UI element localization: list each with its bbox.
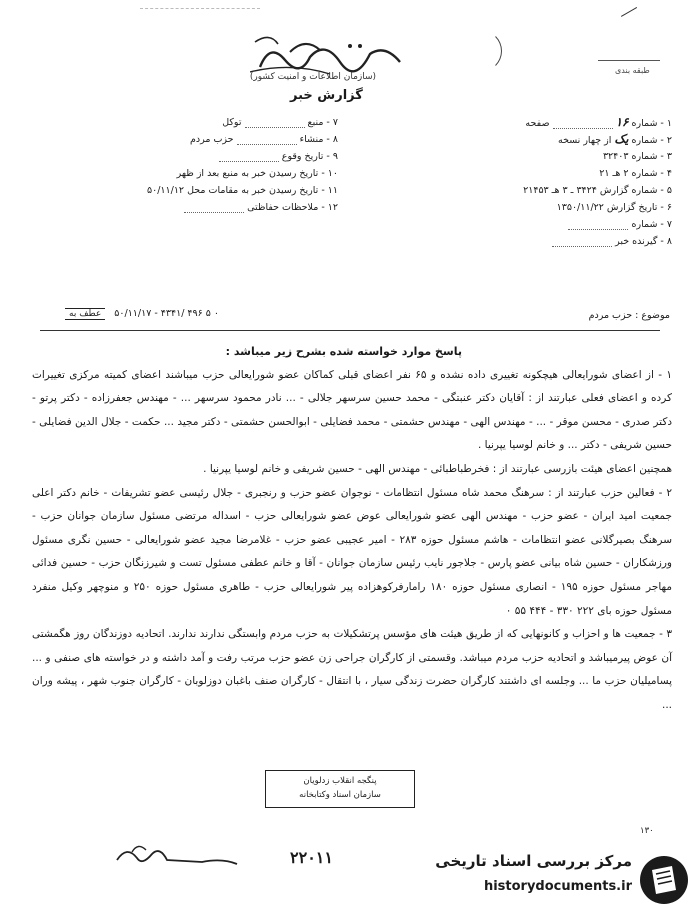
dotted-line	[245, 118, 305, 128]
field-label: ۳ - شماره	[631, 151, 672, 162]
signature-image	[112, 840, 242, 870]
field-value: حزب مردم	[190, 134, 234, 145]
field-label: ۱۰ - تاریخ رسیدن خبر به منبع	[222, 168, 338, 179]
field-label: ۸ - منشاء	[299, 134, 338, 145]
field-label: ۱۱ - تاریخ رسیدن خبر به مقامات محل	[187, 185, 338, 196]
field-row	[58, 199, 338, 216]
field-row	[422, 233, 672, 250]
fields-left	[58, 114, 338, 216]
field-label: ۲ - شماره	[631, 135, 672, 146]
bottom-number: ۲۲۰۱۱	[290, 848, 333, 867]
field-label: ۴ - شماره	[631, 168, 672, 179]
field-value: بعد از ظهر	[176, 168, 220, 179]
field-value: ۱۳۵۰/۱۱/۲۲	[556, 202, 604, 213]
page-ref: ۱۳۰	[640, 826, 654, 836]
field-suffix: از چهار نسخه	[557, 135, 612, 146]
field-label: ۷ - منبع	[307, 117, 338, 128]
scan-artifact-line	[140, 8, 260, 9]
field-row	[422, 148, 672, 165]
dotted-line	[568, 220, 628, 230]
stamp-line: سازمان اسناد وکتابخانه	[299, 790, 381, 800]
reference-left	[65, 308, 219, 320]
archive-stamp	[265, 770, 415, 808]
dotted-line	[237, 135, 297, 145]
field-row	[422, 216, 672, 233]
stamp-line: پنگجه انقلاب زدلویان	[303, 776, 377, 786]
field-row	[422, 114, 672, 131]
field-label: ۹ - تاریخ وقوع	[281, 151, 338, 162]
field-row	[422, 131, 672, 148]
field-row	[422, 182, 672, 199]
body-paragraph: ۲ - فعالین حزب عبارتند از : سرهنگ محمد شاه مسئول انتظامات - نوجوان عضو حزب و رنجبری - جلال رئیسی عضو تشریفات - خانم دکتر اعلی جمعیت امید ایران - عضو حزب - مهندس الهی عضو شورایعالی عوض عضو شورایعالی حزب - اسداله مرتضی مسئول سازمان جوانان حزب - سرهنگ بصیرگلانی عضو انتظامات - هاشم مسئول حوزه ۲۸۳ - امیر عجیبی عضو حزب - غلامرضا مجید عضو شورایعالی - حسین نگری مسئول ورزشکاران - حسین شاه بیانی عضو پارس - جلاجور نایب رئیس سازمان جوانان - آقا و خانم عطفی مسئول تست و شیرزنگان حزب - حسین فدائی مهاجر مسئول حوزه ۱۹۵ - انصاری مسئول حوزه ۱۸۰ رامارفرکوهزاده پیر شورایعالی حزب - طاهری مسئول حوزه ۲۵۰ و منوچهر وکیل منفرد مسئول حوزه بای ۲۲۲ ۳۳۰ - ۴۴۴ ۵۵ ۰	[32, 486, 672, 617]
org-subtitle: (سازمان اطلاعات و امنیت کشور)	[249, 72, 377, 82]
watermark-title: مرکز بررسی اسناد تاریخی	[435, 852, 632, 870]
watermark	[420, 852, 695, 908]
field-value: ۲ هـ ۲۱	[599, 168, 629, 179]
body-paragraph: ۱ - از اعضای شورایعالی هیچکونه تغییری داده نشده و ۶۵ نفر اعضای قبلی کماکان عضو شورایعالی حزب میباشند اعضای کمیته مرکزی تغییرات کرده و اعضای فعلی عبارتند از : آقایان دکتر عنبتگی - محمد حسین سرسهر جلالی - ... نادر محمود سرسهر ... - مهندس جعفرزاده - دکتر پرتو - دکتر صدری - محسن موقر - ... - مهندس الهی - مهندس حشمتی - محمد فضایلی - ابوالحسن حشمتی - دکتر مجید ... حکمت - جلال الدین فضایلی - حسین شریفی - دکتر ... و خانم لوسیا یپرنیا .	[32, 368, 672, 452]
field-value: ۳۲۴۰۳	[602, 151, 629, 162]
watermark-logo-icon	[638, 854, 690, 906]
dotted-line	[184, 203, 244, 213]
watermark-url: historydocuments.ir	[483, 879, 632, 894]
field-row	[422, 199, 672, 216]
field-row	[58, 182, 338, 199]
ref-stamp: عطف به	[65, 308, 105, 320]
dotted-line	[552, 237, 612, 247]
field-label: ۶ - تاریخ گزارش	[606, 202, 672, 213]
scan-artifact-mark	[617, 0, 637, 17]
field-value: توکل	[222, 117, 242, 128]
report-title: گزارش خبر	[290, 88, 363, 103]
field-label: ۱ - شماره	[631, 118, 672, 129]
field-row	[58, 148, 338, 165]
field-row	[58, 165, 338, 182]
field-row	[422, 165, 672, 182]
field-value: ۳۴۲۴ ـ ۳ هـ ۲۱۴۵۳	[523, 185, 597, 196]
field-label: ۷ - شماره	[631, 219, 672, 230]
field-value: یک	[614, 132, 629, 146]
scan-artifact-arc	[460, 30, 502, 72]
report-body	[32, 340, 672, 718]
dotted-line	[553, 119, 613, 129]
corner-line	[598, 60, 660, 61]
field-row	[58, 131, 338, 148]
field-suffix: صفحه	[525, 118, 550, 129]
field-value: ۱۶	[615, 115, 629, 129]
ref-number: ۵۰/۱۱/۱۷ - ۴۳۴۱/ ۴۹۶ ۵ ۰	[114, 308, 219, 319]
field-value: ۵۰/۱۱/۱۲	[147, 185, 185, 196]
body-intro: پاسخ موارد خواسته شده بشرح زیر میباشد :	[225, 345, 462, 358]
classification-label: طبقه بندی	[615, 66, 650, 75]
fields-right	[422, 114, 672, 250]
dotted-line	[219, 152, 279, 162]
field-row	[58, 114, 338, 131]
divider	[40, 330, 660, 331]
body-paragraph: همچنین اعضای هیئت بازرسی عبارتند از : فخرطباطبائی - مهندس الهی - حسین شریفی و خانم لوسیا یپرنیا .	[203, 462, 672, 475]
body-paragraph: ۳ - جمعیت ها و احزاب و کانونهایی که از طریق هیئت های مؤسس پرتشکیلات به حزب مردم وابستگی ندارند ندارند. اتحادیه دوزندگان روز هگمشتی آن عوض پیرمیباشد و اتحادیه حزب مردم میباشد. وقسمتی از کارگران جراحی زن عضو حزب مرتب رفت و آمد داشته و در خواسته های صنفی و ... پسامیلیان حزب ما ... وجلسه ای داشتند کارگران حضرت زندگی سیار ، با انتقال - کارگران صنف باغبان دوزلوبان - کارگران جنوب شهر ، پیشه وران ...	[32, 628, 672, 711]
reference-subject: موضوع : حزب مردم	[588, 310, 670, 321]
field-label: ۸ - گیرنده خبر	[615, 236, 672, 247]
field-label: ۱۲ - ملاحظات حفاظتی	[247, 202, 338, 213]
field-label: ۵ - شماره گزارش	[599, 185, 672, 196]
